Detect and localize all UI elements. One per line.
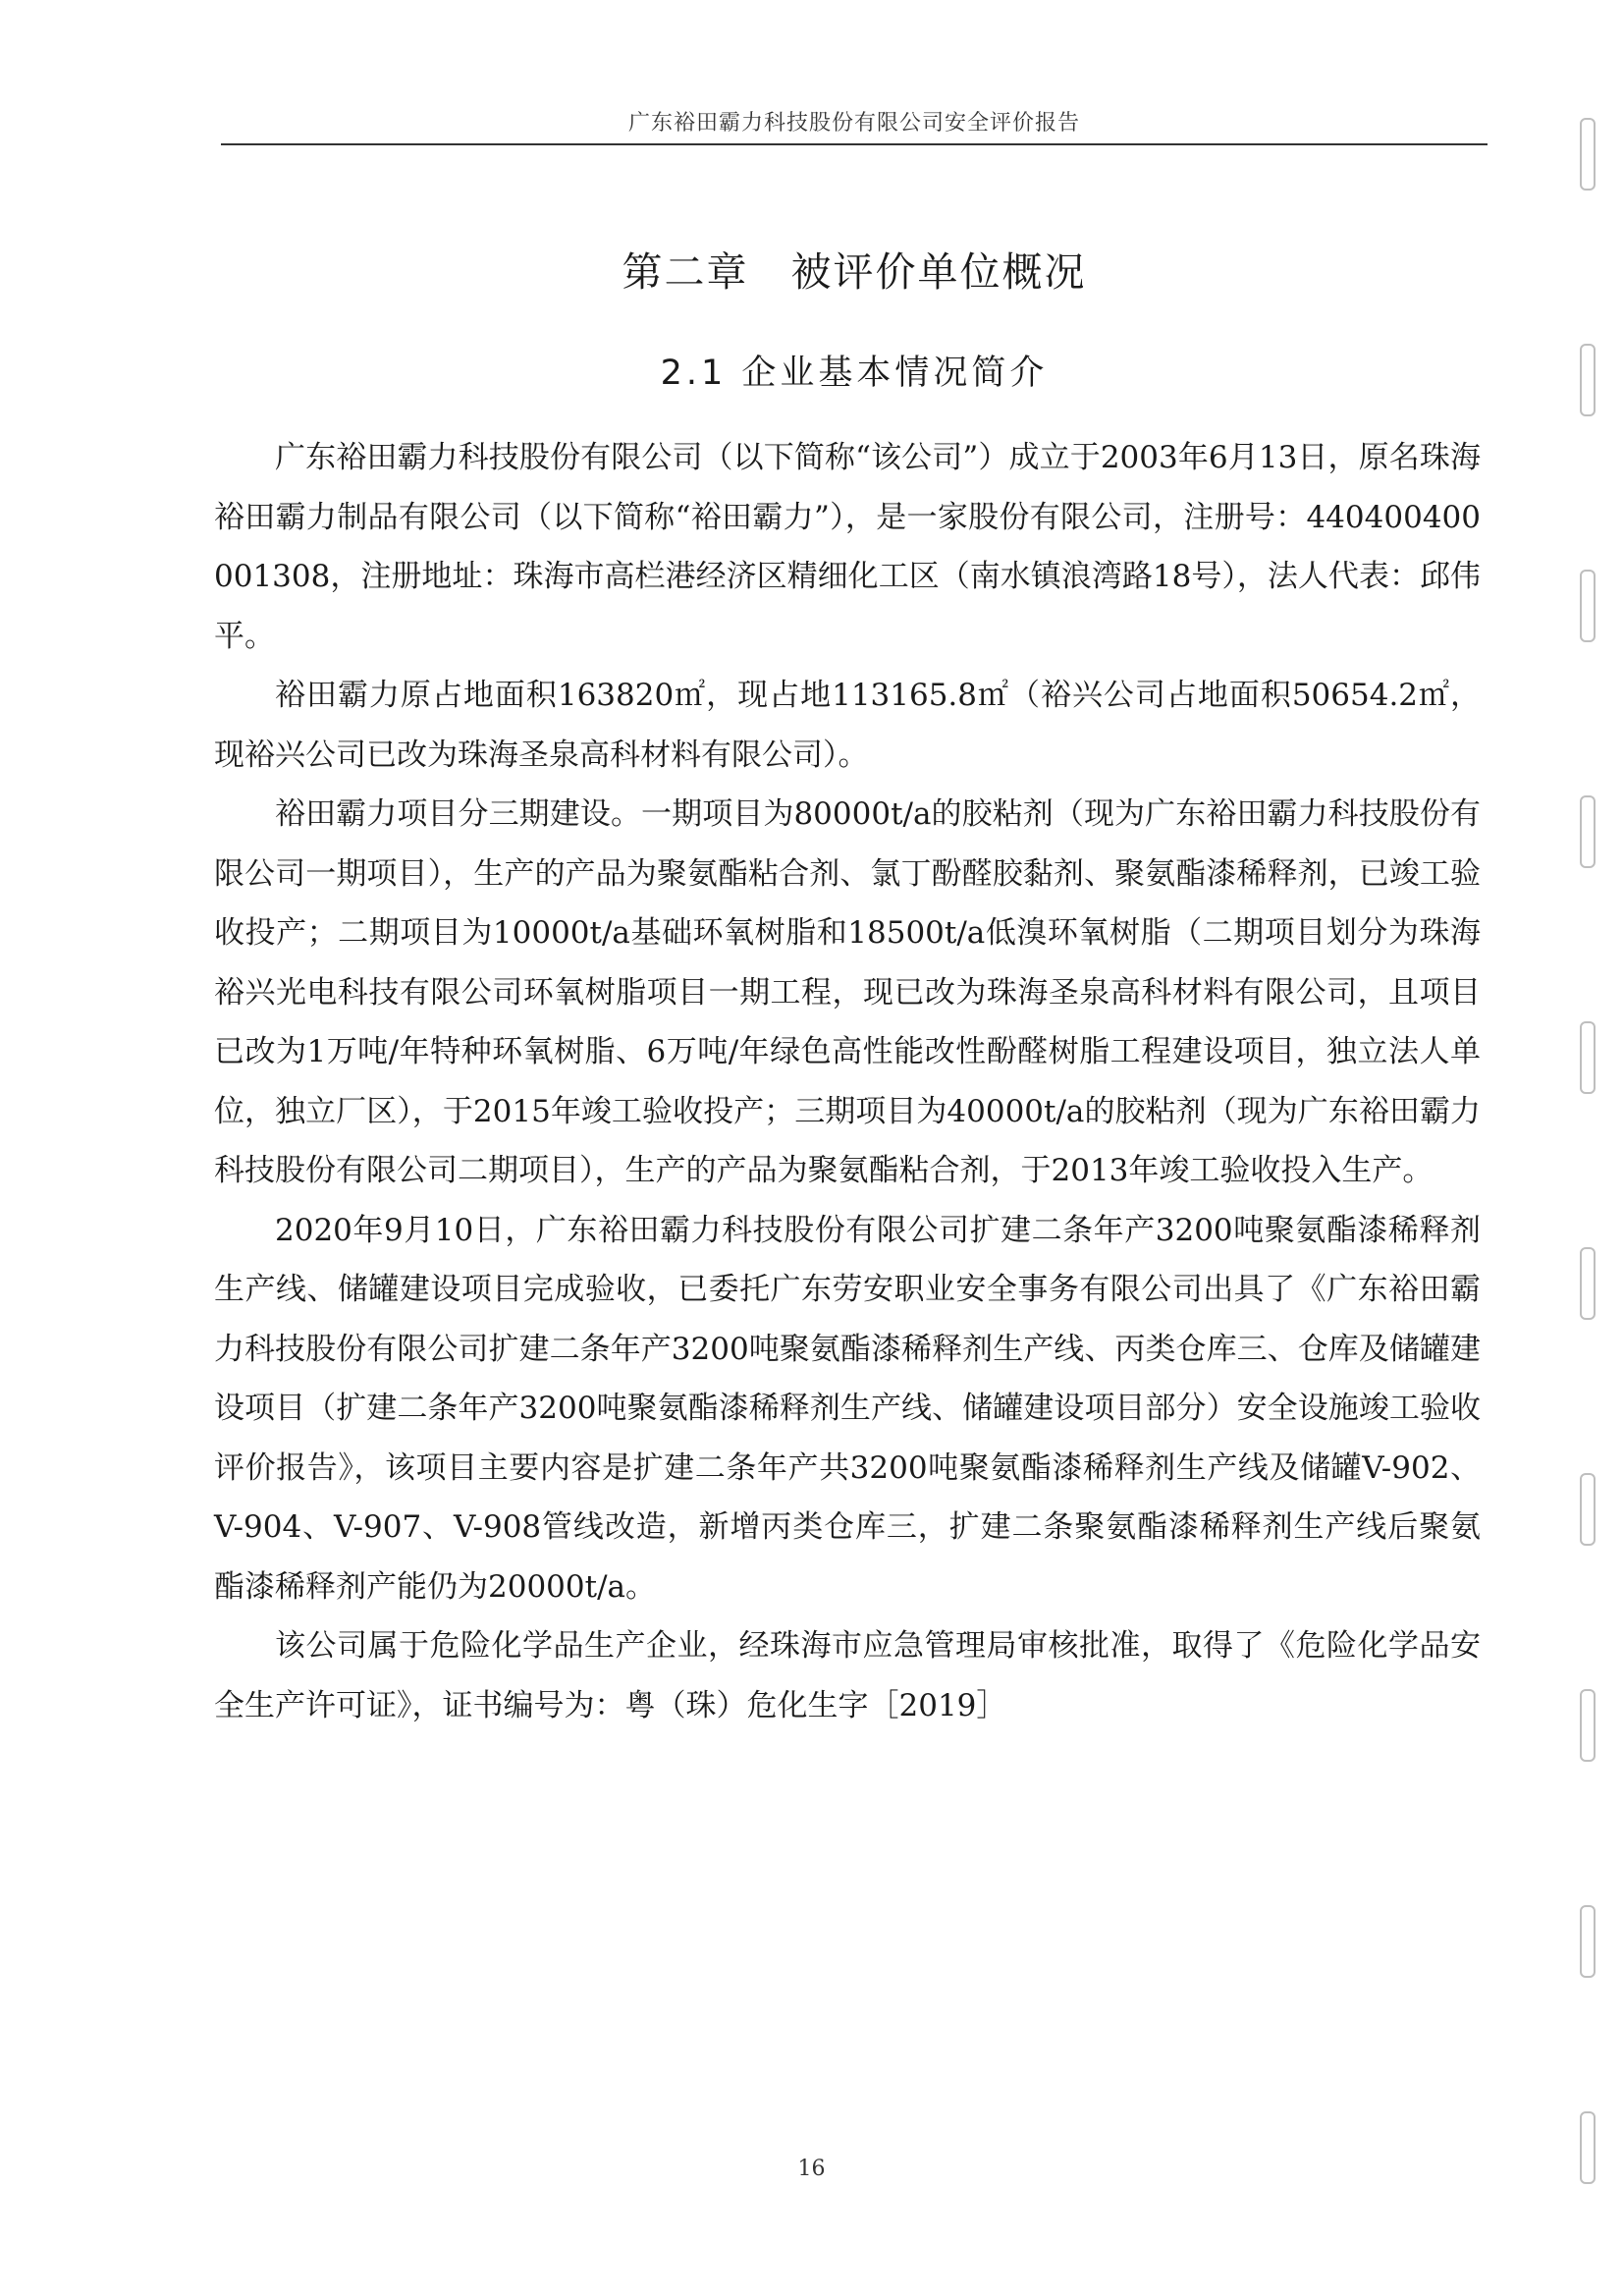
paragraph-land-area: 裕田霸力原占地面积163820㎡，现占地113165.8㎡（裕兴公司占地面积50654.2㎡，现裕兴公司已改为珠海圣泉高科材料有限公司）。 <box>214 678 1481 773</box>
binding-hole-mark <box>1580 795 1596 868</box>
paragraph-expansion: 2020年9月10日，广东裕田霸力科技股份有限公司扩建二条年产3200吨聚氨酯漆稀释剂生产线、储罐建设项目完成验收，已委托广东劳安职业安全事务有限公司出具了《广东裕田霸力科技股份有限公司扩建二条年产3200吨聚氨酯漆稀释剂生产线、丙类仓库三、仓库及储罐建设项目（扩建二条年产3200吨聚氨酯漆稀释剂生产线、储罐建设项目部分）安全设施竣工验收评价报告》，该项目主要内容是扩建二条年产共3200吨聚氨酯漆稀释剂生产线及储罐V-902、V-904、V-907、V-908管线改造，新增丙类仓库三，扩建二条聚氨酯漆稀释剂生产线后聚氨酯漆稀释剂产能仍为20000t/a。 <box>214 1212 1481 1605</box>
binding-hole-mark <box>1580 1247 1596 1320</box>
binding-hole-mark <box>1580 1689 1596 1762</box>
binding-hole-mark <box>1580 2111 1596 2184</box>
body-text <box>214 428 1481 1735</box>
header-rule <box>221 143 1488 145</box>
binding-hole-mark <box>1580 118 1596 191</box>
chapter-title: 第二章 被评价单位概况 <box>622 248 1087 296</box>
binding-hole-mark <box>1580 1021 1596 1094</box>
binding-hole-mark <box>1580 1905 1596 1978</box>
running-header: 广东裕田霸力科技股份有限公司安全评价报告 <box>627 111 1080 136</box>
page-number: 16 <box>797 2157 826 2181</box>
binding-hole-mark <box>1580 1473 1596 1546</box>
binding-hole-mark <box>1580 344 1596 416</box>
paragraph-license: 该公司属于危险化学品生产企业，经珠海市应急管理局审核批准，取得了《危险化学品安全生产许可证》，证书编号为：粤（珠）危化生字［2019］ <box>214 1628 1481 1723</box>
paragraph-company-intro: 广东裕田霸力科技股份有限公司（以下简称“该公司”）成立于2003年6月13日，原名珠海裕田霸力制品有限公司（以下简称“裕田霸力”），是一家股份有限公司，注册号：440400400001308，注册地址：珠海市高栏港经济区精细化工区（南水镇浪湾路18号），法人代表：邱伟平。 <box>214 440 1481 654</box>
section-title: 2.1 企业基本情况简介 <box>660 354 1049 393</box>
binding-edge <box>1544 0 1623 2296</box>
binding-hole-mark <box>1580 570 1596 642</box>
paragraph-project-phases: 裕田霸力项目分三期建设。一期项目为80000t/a的胶粘剂（现为广东裕田霸力科技股份有限公司一期项目），生产的产品为聚氨酯粘合剂、氯丁酚醛胶黏剂、聚氨酯漆稀释剂，已竣工验收投产；二期项目为10000t/a基础环氧树脂和18500t/a低溴环氧树脂（二期项目划分为珠海裕兴光电科技有限公司环氧树脂项目一期工程，现已改为珠海圣泉高科材料有限公司，且项目已改为1万吨/年特种环氧树脂、6万吨/年绿色高性能改性酚醛树脂工程建设项目，独立法人单位，独立厂区），于2015年竣工验收投产；三期项目为40000t/a的胶粘剂（现为广东裕田霸力科技股份有限公司二期项目），生产的产品为聚氨酯粘合剂，于2013年竣工验收投入生产。 <box>214 796 1481 1188</box>
